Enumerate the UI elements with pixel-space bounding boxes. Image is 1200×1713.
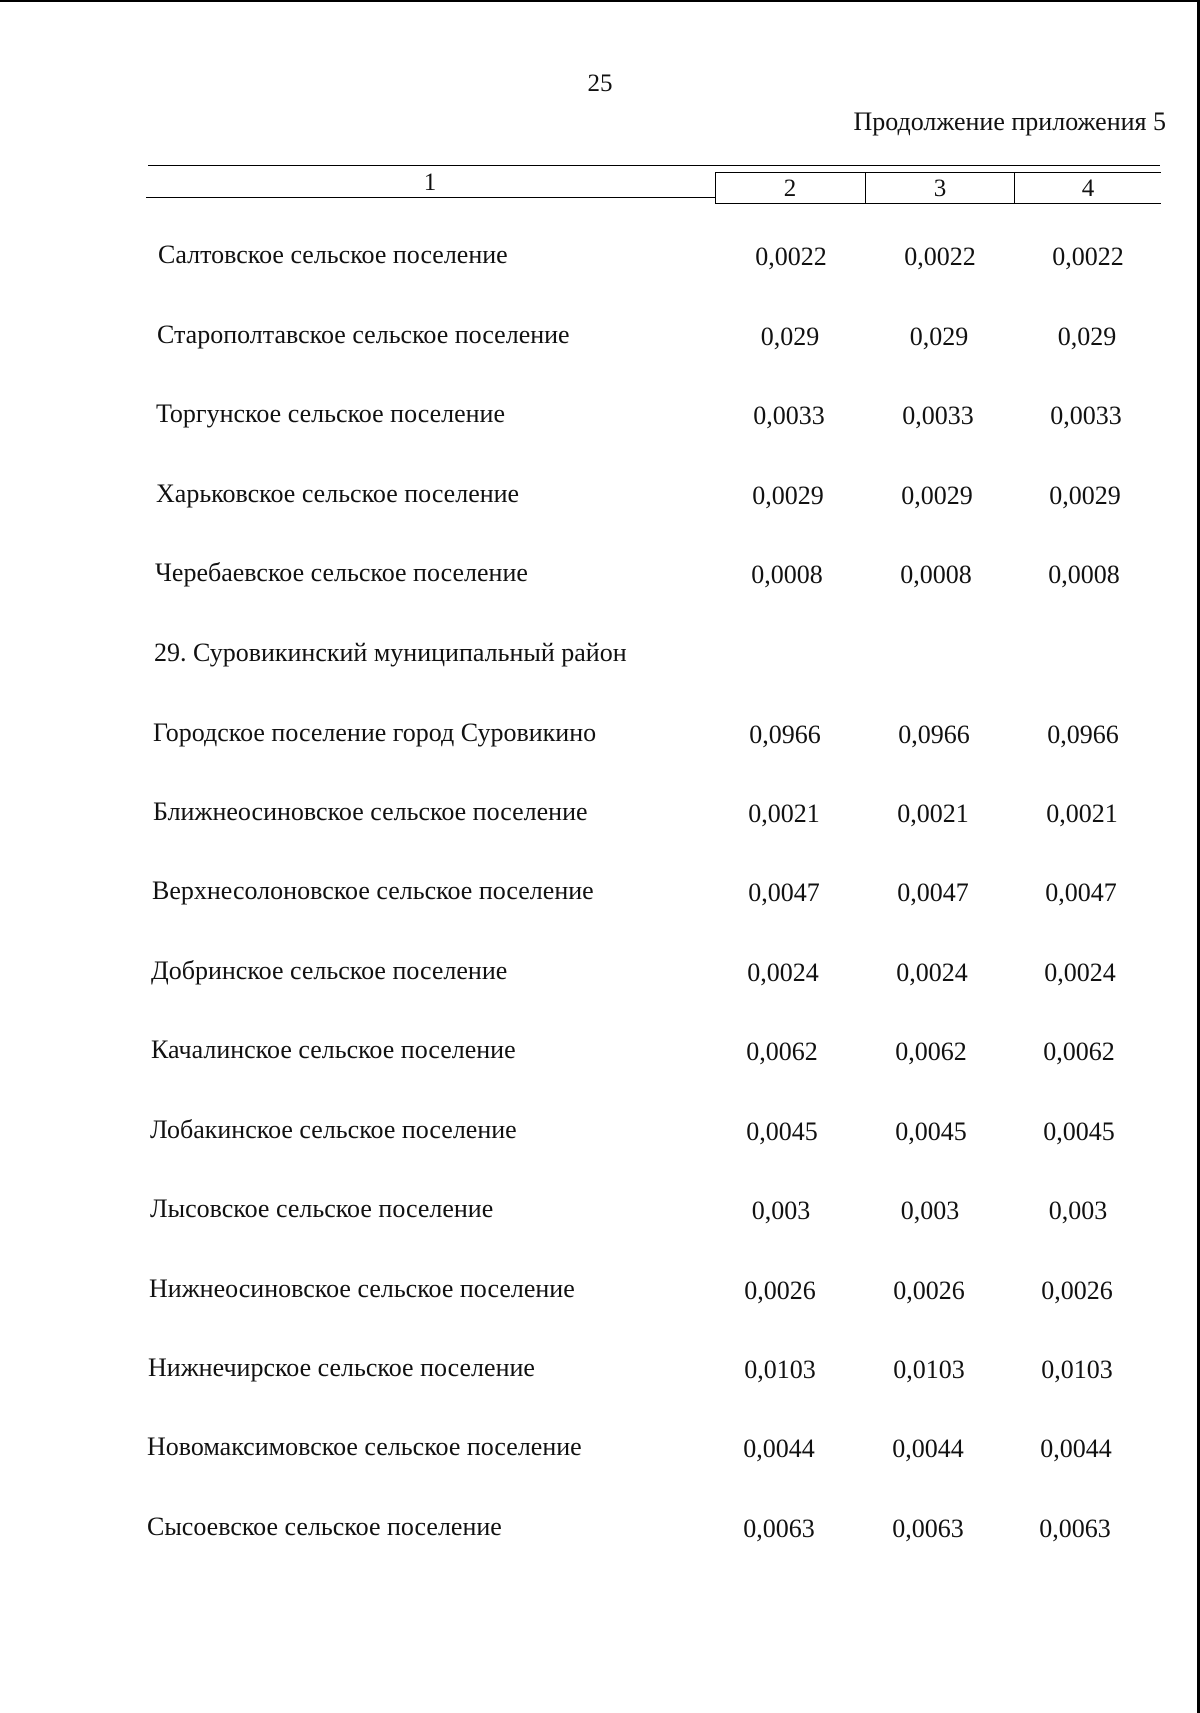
row-name: Нижнеосиновское сельское поселение xyxy=(149,1274,575,1303)
row-name: Ближнеосиновское сельское поселение xyxy=(153,797,588,826)
row-value-col4: 0,0008 xyxy=(1048,560,1120,589)
table-row xyxy=(0,1274,1200,1314)
row-value-col4: 0,003 xyxy=(1048,1196,1108,1225)
table-row xyxy=(0,1353,1200,1393)
row-value-col3: 0,0103 xyxy=(893,1355,965,1384)
table-row xyxy=(0,1035,1200,1075)
row-value-col4: 0,0047 xyxy=(1045,878,1117,907)
row-value-col3: 0,029 xyxy=(909,322,969,351)
section-heading: 29. Суровикинский муниципальный район xyxy=(154,638,627,667)
header-col-3: 3 xyxy=(933,175,947,202)
table-row xyxy=(0,320,1200,360)
row-value-col2: 0,0063 xyxy=(743,1514,815,1543)
row-name: Городское поселение город Суровикино xyxy=(153,718,597,747)
table-row xyxy=(0,479,1200,519)
row-value-col2: 0,0103 xyxy=(744,1355,816,1384)
row-value-col3: 0,0063 xyxy=(892,1514,964,1543)
row-value-col4: 0,029 xyxy=(1057,322,1117,351)
row-value-col4: 0,0044 xyxy=(1040,1434,1112,1463)
header-col-1: 1 xyxy=(423,169,437,196)
row-value-col3: 0,0062 xyxy=(895,1037,967,1066)
row-value-col2: 0,0026 xyxy=(744,1276,816,1305)
row-name: Сысоевское сельское поселение xyxy=(147,1512,502,1541)
row-value-col4: 0,0026 xyxy=(1041,1276,1113,1305)
row-name: Лобакинское сельское поселение xyxy=(150,1115,517,1144)
row-value-col3: 0,0045 xyxy=(895,1117,967,1146)
row-value-col4: 0,0966 xyxy=(1047,720,1119,749)
header-top-rule-right xyxy=(715,172,1161,173)
row-name: Качалинское сельское поселение xyxy=(151,1035,516,1064)
row-name: Салтовское сельское поселение xyxy=(158,240,508,269)
row-value-col2: 0,003 xyxy=(751,1196,811,1225)
continuation-caption: Продолжение приложения 5 xyxy=(853,107,1166,136)
row-name: Нижнечирское сельское поселение xyxy=(148,1353,535,1382)
header-bottom-rule xyxy=(146,197,716,198)
row-value-col4: 0,0022 xyxy=(1052,242,1124,271)
section-row xyxy=(0,638,1200,678)
row-value-col3: 0,0021 xyxy=(897,799,969,828)
table-row xyxy=(0,1115,1200,1155)
row-value-col4: 0,0062 xyxy=(1043,1037,1115,1066)
row-value-col3: 0,0008 xyxy=(900,560,972,589)
row-value-col3: 0,0024 xyxy=(896,958,968,987)
header-bottom-rule-right xyxy=(715,203,1161,204)
header-top-rule xyxy=(148,165,1160,166)
header-col-4: 4 xyxy=(1081,175,1095,202)
row-value-col2: 0,029 xyxy=(760,322,820,351)
table-row xyxy=(0,1432,1200,1472)
row-value-col3: 0,0026 xyxy=(893,1276,965,1305)
row-value-col2: 0,0024 xyxy=(747,958,819,987)
row-value-col2: 0,0033 xyxy=(753,401,825,430)
table-row xyxy=(0,240,1200,280)
table-row xyxy=(0,558,1200,598)
row-name: Старополтавское сельское поселение xyxy=(157,320,570,349)
table-row xyxy=(0,1194,1200,1234)
table-row xyxy=(0,718,1200,758)
row-name: Черебаевское сельское поселение xyxy=(155,558,528,587)
row-value-col4: 0,0103 xyxy=(1041,1355,1113,1384)
row-value-col3: 0,0033 xyxy=(902,401,974,430)
row-value-col2: 0,0029 xyxy=(752,481,824,510)
row-value-col2: 0,0021 xyxy=(748,799,820,828)
row-value-col2: 0,0062 xyxy=(746,1037,818,1066)
row-name: Торгунское сельское поселение xyxy=(156,399,505,428)
row-value-col3: 0,0029 xyxy=(901,481,973,510)
row-value-col2: 0,0047 xyxy=(748,878,820,907)
row-value-col3: 0,003 xyxy=(900,1196,960,1225)
table-row xyxy=(0,956,1200,996)
row-value-col4: 0,0063 xyxy=(1039,1514,1111,1543)
header-divider-1 xyxy=(715,172,716,204)
row-name: Харьковское сельское поселение xyxy=(156,479,520,508)
row-value-col3: 0,0966 xyxy=(898,720,970,749)
row-value-col2: 0,0966 xyxy=(749,720,821,749)
row-value-col4: 0,0024 xyxy=(1044,958,1116,987)
table-row xyxy=(0,876,1200,916)
scan-edge-top xyxy=(0,0,1200,2)
row-value-col2: 0,0045 xyxy=(746,1117,818,1146)
row-name: Лысовское сельское поселение xyxy=(150,1194,494,1223)
row-value-col3: 0,0044 xyxy=(892,1434,964,1463)
header-col-2: 2 xyxy=(783,175,797,202)
row-value-col4: 0,0021 xyxy=(1046,799,1118,828)
row-name: Верхнесолоновское сельское поселение xyxy=(152,876,594,905)
header-divider-2 xyxy=(865,172,866,204)
row-value-col2: 0,0008 xyxy=(751,560,823,589)
row-name: Добринское сельское поселение xyxy=(151,956,508,985)
row-value-col3: 0,0047 xyxy=(897,878,969,907)
row-value-col4: 0,0029 xyxy=(1049,481,1121,510)
row-value-col4: 0,0045 xyxy=(1043,1117,1115,1146)
header-divider-3 xyxy=(1014,172,1015,204)
table-row xyxy=(0,399,1200,439)
table-row xyxy=(0,1512,1200,1552)
row-value-col2: 0,0022 xyxy=(755,242,827,271)
row-value-col2: 0,0044 xyxy=(743,1434,815,1463)
row-value-col3: 0,0022 xyxy=(904,242,976,271)
row-value-col4: 0,0033 xyxy=(1050,401,1122,430)
page-number: 25 xyxy=(587,70,613,97)
row-name: Новомаксимовское сельское поселение xyxy=(147,1432,582,1461)
table-row xyxy=(0,797,1200,837)
